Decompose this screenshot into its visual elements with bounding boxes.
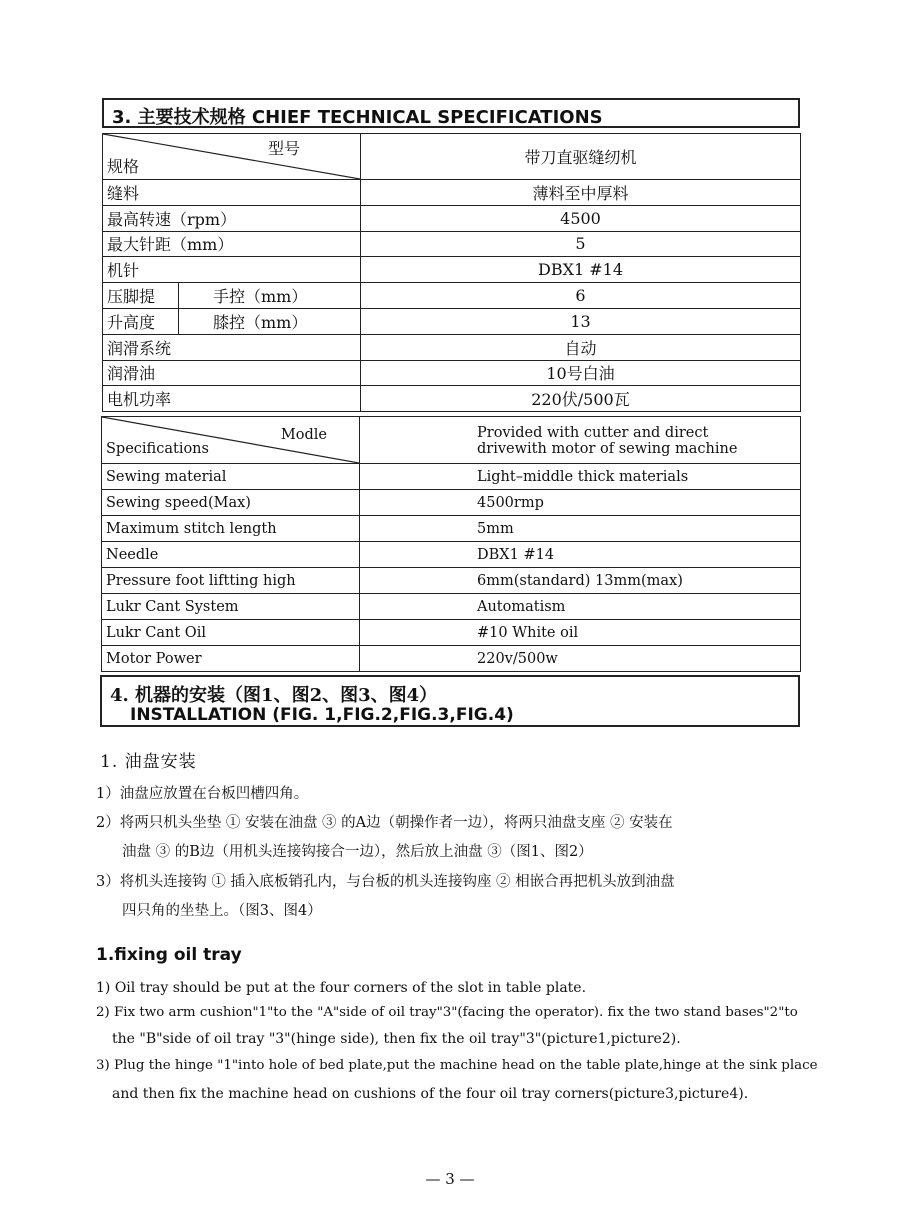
table-row — [102, 516, 801, 542]
section4-title-box — [100, 675, 800, 727]
table-row — [103, 180, 801, 206]
row-value: DBX1 #14 — [361, 257, 801, 283]
en-header-value — [360, 417, 801, 464]
row-label: Maximum stitch length — [102, 516, 360, 542]
table-row — [103, 360, 801, 386]
cn-header-row — [103, 134, 801, 180]
row-value: 220v/500w — [360, 646, 801, 672]
row-value: Light–middle thick materials — [360, 464, 801, 490]
en-header-spec-label: Specifications — [106, 441, 209, 457]
row-value: 薄料至中厚料 — [361, 180, 801, 206]
section4-title-cn: 4. 机器的安装（图1、图2、图3、图4） — [110, 685, 438, 706]
row-value: 4500rmp — [360, 490, 801, 516]
lift-group-label-2: 升高度 — [103, 308, 179, 334]
table-row — [102, 542, 801, 568]
table-row — [103, 231, 801, 257]
row-label: Pressure foot liftting high — [102, 568, 360, 594]
table-row — [102, 594, 801, 620]
cn-header-diagonal-cell — [103, 134, 361, 180]
table-row — [102, 620, 801, 646]
row-label: Lukr Cant Oil — [102, 620, 360, 646]
install-en-p3-line1: 3) Plug the hinge "1"into hole of bed plate,put the machine head on the table plate,hinge at the sink place — [96, 1058, 818, 1073]
row-label: 缝料 — [103, 180, 361, 206]
install-cn-heading: 1. 油盘安装 — [100, 752, 197, 772]
table-row — [103, 283, 801, 309]
row-label: 手控（mm） — [179, 283, 361, 309]
row-value: DBX1 #14 — [360, 542, 801, 568]
install-cn-p1: 1）油盘应放置在台板凹槽四角。 — [96, 786, 309, 802]
install-en-p2-line2: the "B"side of oil tray "3"(hinge side), then fix the oil tray"3"(picture1,picture2). — [112, 1031, 681, 1047]
table-row — [103, 205, 801, 231]
install-cn-p3-line1: 3）将机头连接钩 ① 插入底板销孔内，与台板的机头连接钩座 ② 相嵌合再把机头放到油盘 — [96, 874, 675, 890]
row-label: 机针 — [103, 257, 361, 283]
row-value: 220伏/500瓦 — [361, 386, 801, 412]
en-header-row — [102, 417, 801, 464]
cn-header-value: 带刀直驱缝纫机 — [361, 134, 801, 180]
page-number: — 3 — — [425, 1170, 475, 1188]
install-en-heading: 1.fixing oil tray — [96, 945, 242, 965]
row-value: #10 White oil — [360, 620, 801, 646]
cn-spec-table — [102, 133, 801, 412]
en-header-value-line2: drivewith motor of sewing machine — [477, 441, 738, 457]
row-value: 6 — [361, 283, 801, 309]
install-en-p3-line2: and then fix the machine head on cushions of the four oil tray corners(picture3,picture4). — [112, 1086, 749, 1102]
install-en-p2-line1: 2) Fix two arm cushion"1"to the "A"side of oil tray"3"(facing the operator). fix the two stand bases"2"to — [96, 1005, 798, 1020]
section3-title: 3. 主要技术规格 CHIEF TECHNICAL SPECIFICATIONS — [112, 107, 603, 128]
row-value: 10号白油 — [361, 360, 801, 386]
install-cn-p2-line2: 油盘 ③ 的B边（用机头连接钩接合一边），然后放上油盘 ③（图1、图2） — [122, 844, 593, 860]
cn-header-model-label: 型号 — [267, 139, 300, 158]
table-row — [102, 464, 801, 490]
row-value: 自动 — [361, 334, 801, 360]
table-row — [103, 334, 801, 360]
row-value: 5 — [361, 231, 801, 257]
en-header-diagonal-cell — [102, 417, 360, 464]
row-label: 电机功率 — [103, 386, 361, 412]
en-spec-table — [101, 416, 801, 672]
cn-header-spec-label: 规格 — [107, 157, 140, 176]
section3-title-box — [102, 98, 800, 128]
row-value: 4500 — [361, 205, 801, 231]
row-label: 润滑油 — [103, 360, 361, 386]
table-row — [103, 308, 801, 334]
table-row — [102, 646, 801, 672]
row-value: Automatism — [360, 594, 801, 620]
install-en-p1: 1) Oil tray should be put at the four corners of the slot in table plate. — [96, 980, 587, 996]
row-value: 5mm — [360, 516, 801, 542]
lift-group-label-1: 压脚提 — [103, 283, 179, 309]
table-row — [102, 568, 801, 594]
row-label: Lukr Cant System — [102, 594, 360, 620]
row-label: Sewing speed(Max) — [102, 490, 360, 516]
row-label: 膝控（mm） — [179, 308, 361, 334]
en-header-model-label: Modle — [280, 427, 327, 443]
section4-title-en: INSTALLATION (FIG. 1,FIG.2,FIG.3,FIG.4) — [130, 705, 514, 725]
table-row — [103, 386, 801, 412]
row-value: 13 — [361, 308, 801, 334]
row-label: Sewing material — [102, 464, 360, 490]
install-cn-p2-line1: 2）将两只机头坐垫 ① 安装在油盘 ③ 的A边（朝操作者一边），将两只油盘支座 ② 安装在 — [96, 815, 673, 831]
row-label: 最高转速（rpm） — [103, 205, 361, 231]
row-label: 最大针距（mm） — [103, 231, 361, 257]
table-row — [103, 257, 801, 283]
en-header-value-line1: Provided with cutter and direct — [477, 425, 709, 441]
table-row — [102, 490, 801, 516]
row-label: 润滑系统 — [103, 334, 361, 360]
row-label: Motor Power — [102, 646, 360, 672]
row-label: Needle — [102, 542, 360, 568]
install-cn-p3-line2: 四只角的坐垫上。（图3、图4） — [122, 903, 322, 919]
row-value: 6mm(standard) 13mm(max) — [360, 568, 801, 594]
